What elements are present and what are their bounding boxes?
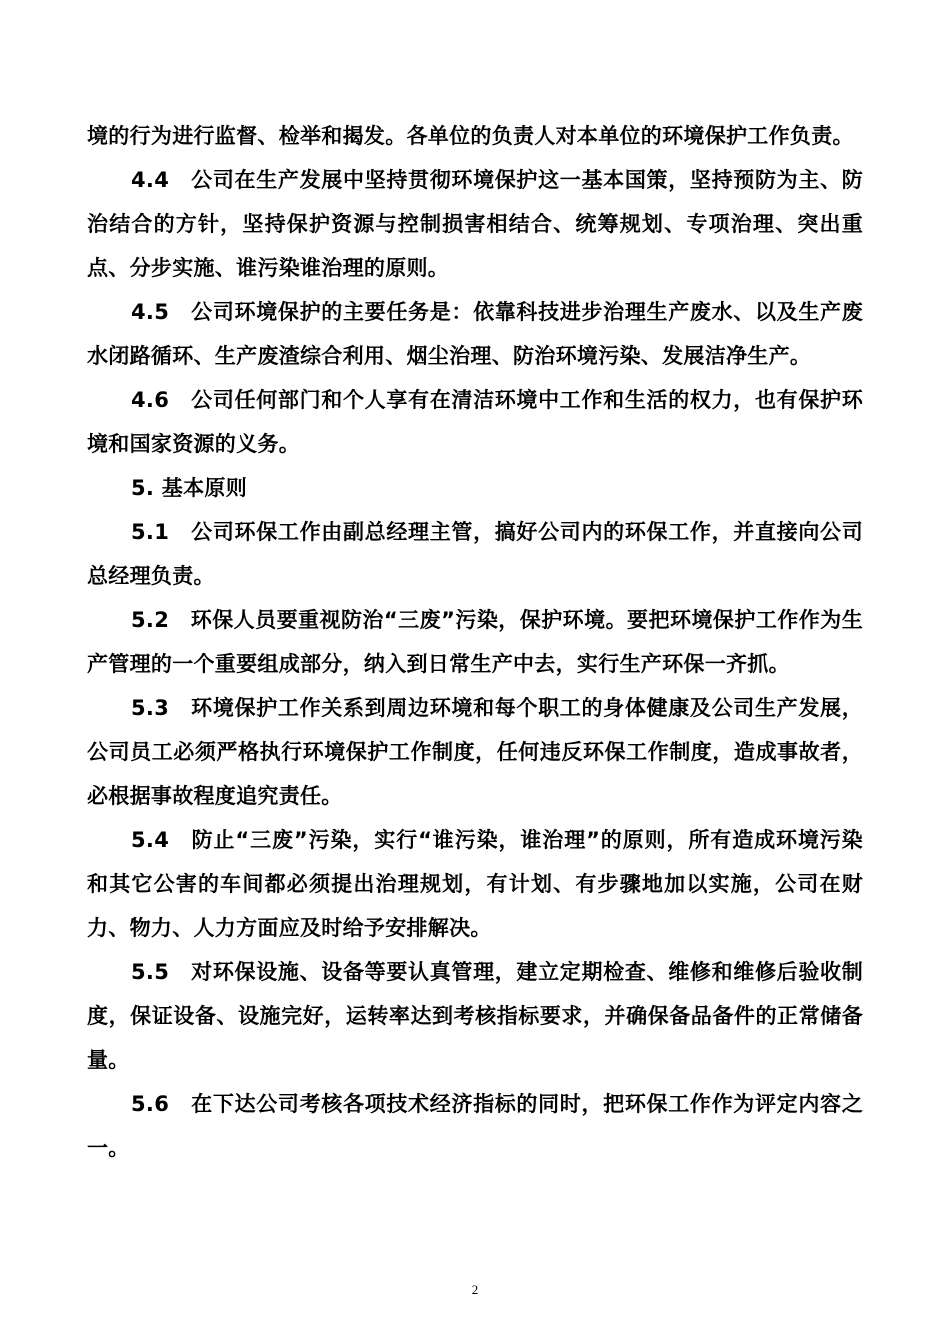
- section-heading-5: 5. 基本原则: [131, 476, 247, 500]
- paragraph-5-2: 5.2 环保人员要重视防治“三废”污染，保护环境。要把环境保护工作作为生产管理的一个重要组成部分，纳入到日常生产中去，实行生产环保一齐抓。: [87, 608, 863, 676]
- page-number: 2: [471, 1282, 479, 1297]
- paragraph-5-6: 5.6 在下达公司考核各项技术经济指标的同时，把环保工作作为评定内容之一。: [87, 1092, 863, 1160]
- document-body: [87, 114, 863, 1170]
- paragraph-4-6: 4.6 公司任何部门和个人享有在清洁环境中工作和生活的权力，也有保护环境和国家资源的义务。: [87, 388, 863, 456]
- paragraph-5-3: 5.3 环境保护工作关系到周边环境和每个职工的身体健康及公司生产发展，公司员工必须严格执行环境保护工作制度，任何违反环保工作制度，造成事故者，必根据事故程度追究责任。: [87, 696, 863, 808]
- paragraph-5-4: 5.4 防止“三废”污染，实行“谁污染，谁治理”的原则，所有造成环境污染和其它公害的车间都必须提出治理规划，有计划、有步骤地加以实施，公司在财力、物力、人力方面应及时给予安排解决。: [87, 828, 863, 940]
- paragraph-4-5: 4.5 公司环境保护的主要任务是：依靠科技进步治理生产废水、以及生产废水闭路循环、生产废渣综合利用、烟尘治理、防治环境污染、发展洁净生产。: [87, 300, 863, 368]
- paragraph-4-4: 4.4 公司在生产发展中坚持贯彻环境保护这一基本国策，坚持预防为主、防治结合的方针，坚持保护资源与控制损害相结合、统筹规划、专项治理、突出重点、分步实施、谁污染谁治理的原则。: [87, 168, 863, 280]
- paragraph-5-1: 5.1 公司环保工作由副总经理主管，搞好公司内的环保工作，并直接向公司总经理负责。: [87, 520, 863, 588]
- paragraph-5-5: 5.5 对环保设施、设备等要认真管理，建立定期检查、维修和维修后验收制度，保证设备、设施完好，运转率达到考核指标要求，并确保备品备件的正常储备量。: [87, 960, 863, 1072]
- paragraph-continuation: 境的行为进行监督、检举和揭发。各单位的负责人对本单位的环境保护工作负责。: [87, 124, 854, 148]
